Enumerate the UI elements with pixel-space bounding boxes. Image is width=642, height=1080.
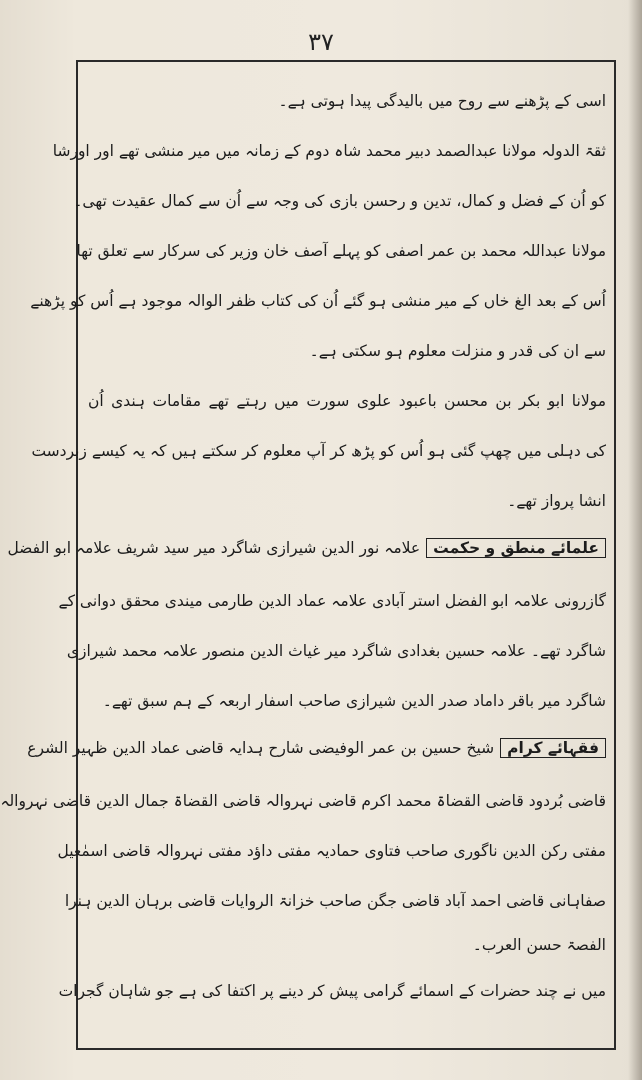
page-edge-shadow xyxy=(628,0,642,1080)
text-line: شاگرد تھے۔ علامہ حسین بغدادی شاگرد میر غیاث الدین منصور علامہ محمد شیرازی xyxy=(66,642,606,660)
text-line: سے ان کی قدر و منزلت معلوم ہو سکتی ہے۔ xyxy=(309,342,606,360)
page-body xyxy=(0,70,606,1030)
text-line: کی دہلی میں چھپ گئی ہو اُس کو پڑھ کر آپ معلوم کر سکتے ہیں کہ یہ کیسے زبردست xyxy=(31,442,606,460)
text-line: مولانا عبداللہ محمد بن عمر اصفی کو پہلے آصف خان وزیر کی سرکار سے تعلق تھا xyxy=(76,242,606,260)
text-line: صفاہانی قاضی احمد آباد قاضی جگن صاحب خزانۃ الروایات قاضی برہان الدین ہنرا xyxy=(64,892,606,910)
page-number: ۳۷ xyxy=(308,28,334,56)
section-line-logicians: علمائے منطق و حکمتعلامہ نور الدین شیرازی شاگرد میر سید شریف علامہ ابو الفضل xyxy=(88,538,606,558)
text-line: اسی کے پڑھنے سے روح میں بالیدگی پیدا ہوتی ہے۔ xyxy=(278,92,606,110)
text-line: میں نے چند حضرات کے اسمائے گرامی پیش کر دینے پر اکتفا کی ہے جو شاہان گجرات xyxy=(58,982,606,1000)
text-line: ثقۃ الدولہ مولانا عبدالصمد دبیر محمد شاہ دوم کے زمانہ میں میر منشی تھے اور اورشا xyxy=(52,142,606,160)
text-line: قاضی بُردود قاضی القضاۃ محمد اکرم قاضی نہروالہ قاضی القضاۃ جمال الدین قاضی نہروالہ xyxy=(0,792,606,810)
text-line: شاگرد میر باقر داماد صدر الدین شیرازی صاحب اسفار اربعہ کے ہم سبق تھے۔ xyxy=(102,692,606,710)
text-line: الفصۃ حسن العرب۔ xyxy=(472,936,606,954)
section-label-logicians: علمائے منطق و حکمت xyxy=(426,538,606,558)
text-line: مفتی رکن الدین ناگوری صاحب فتاوی حمادیہ مفتی داؤد مفتی نہروالہ قاضی اسمٰعیل xyxy=(57,842,606,860)
text-line: کو اُن کے فضل و کمال، تدین و رحسن بازی کی وجہ سے اُن سے کمال عقیدت تھی۔ xyxy=(73,192,606,210)
text-line: اُس کے بعد الغ خاں کے میر منشی ہو گئے اُن کی کتاب ظفر الوالہ موجود ہے اُس کو پڑھنے xyxy=(30,292,606,310)
section-label-jurists: فقہائے کرام xyxy=(500,738,606,758)
section-line-jurists: فقہائے کرامشیخ حسین بن عمر الوفیضی شارح ہدایہ قاضی عماد الدین ظہیر الشرع xyxy=(88,738,606,758)
text-line: گازرونی علامہ ابو الفضل استر آبادی علامہ عماد الدین طارمی میندی محقق دوانی کے xyxy=(58,592,606,610)
text-line: مولانا ابو بکر بن محسن باعبود علوی سورت میں رہتے تھے مقامات ہندی اُن xyxy=(88,392,606,410)
text-line: انشا پرواز تھے۔ xyxy=(507,492,606,510)
